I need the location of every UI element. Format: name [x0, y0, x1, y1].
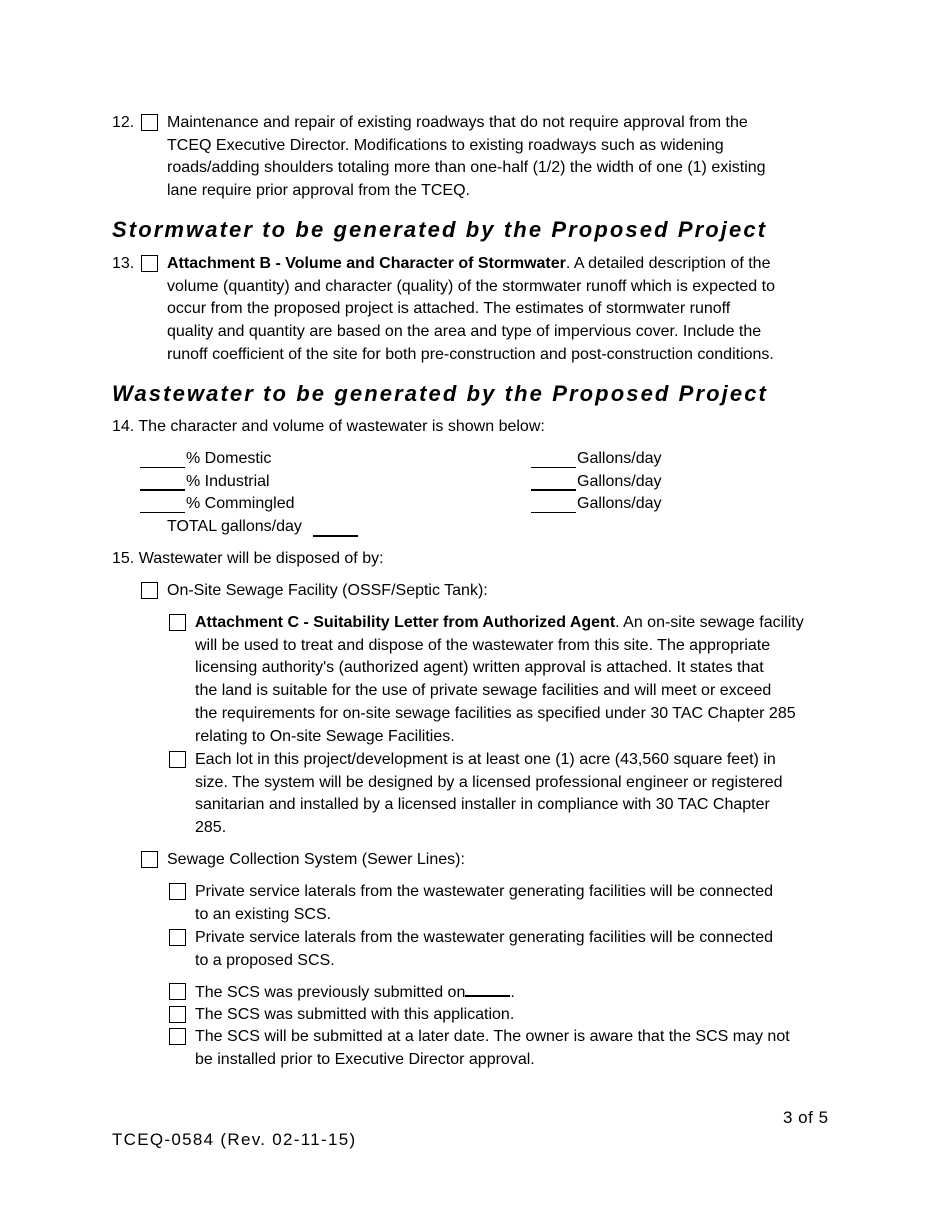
domestic-gallons-blank[interactable]	[531, 467, 576, 468]
lot-size-line: size. The system will be designed by a licensed professional engineer or registered	[195, 773, 783, 791]
item-14-text: 14. The character and volume of wastewater is shown below:	[112, 418, 545, 435]
page-number: 3 of 5	[783, 1108, 829, 1127]
item-13-checkbox[interactable]	[141, 255, 158, 272]
scs-previous-period: .	[510, 984, 515, 1001]
lot-size-line: 285.	[195, 819, 227, 837]
lot-size-line: sanitarian and installed by a licensed installer in compliance with 30 TAC Chapter	[195, 796, 770, 814]
ossf-label: On-Site Sewage Facility (OSSF/Septic Tank):	[167, 582, 488, 599]
domestic-gallons-label: Gallons/day	[577, 450, 662, 467]
scs-previous-text	[195, 981, 515, 1005]
attachment-c-line: relating to On-site Sewage Facilities.	[195, 727, 455, 745]
scs-existing-text	[195, 881, 773, 926]
ossf-checkbox[interactable]	[141, 582, 158, 599]
commingled-label: % Commingled	[186, 495, 295, 512]
lot-size-line: Each lot in this project/development is at least one (1) acre (43,560 square feet) in	[195, 751, 776, 768]
attachment-b-title: Attachment B - Volume and Character of Stormwater	[167, 255, 566, 272]
scs-previous-date-blank[interactable]	[465, 981, 510, 997]
attachment-c-line: will be used to treat and dispose of the wastewater from this site. The appropriate	[195, 636, 771, 654]
commingled-gallons-blank[interactable]	[531, 512, 576, 513]
scs-proposed-text	[195, 927, 773, 972]
item-12-line: lane require prior approval from the TCEQ.	[167, 182, 470, 200]
scs-with-app-checkbox[interactable]	[169, 1006, 186, 1023]
industrial-percent-blank[interactable]	[140, 489, 185, 491]
item-13-first-line: . A detailed description of the	[565, 255, 771, 272]
item-13-line: occur from the proposed project is attached. The estimates of stormwater runoff	[167, 300, 731, 318]
item-13-line: quality and quantity are based on the area and type of impervious cover. Include the	[167, 323, 762, 341]
wastewater-heading: Wastewater to be generated by the Proposed Project	[112, 381, 768, 406]
item-12-line: Maintenance and repair of existing roadways that do not require approval from the	[167, 114, 748, 131]
scs-later-checkbox[interactable]	[169, 1028, 186, 1045]
scs-proposed-line: Private service laterals from the wastewater generating facilities will be connected	[195, 929, 774, 946]
scs-existing-line: to an existing SCS.	[195, 905, 332, 923]
industrial-label: % Industrial	[186, 473, 270, 490]
item-12-line: roads/adding shoulders totaling more than one-half (1/2) the width of one (1) existing	[167, 159, 766, 177]
scs-previous-checkbox[interactable]	[169, 983, 186, 1000]
scs-later-line: The SCS will be submitted at a later date. The owner is aware that the SCS may not	[195, 1028, 790, 1045]
total-gallons-label: TOTAL gallons/day	[167, 518, 302, 535]
industrial-gallons-blank[interactable]	[531, 489, 576, 491]
form-id: TCEQ-0584 (Rev. 02-11-15)	[112, 1130, 357, 1149]
scs-proposed-line: to a proposed SCS.	[195, 951, 335, 969]
lot-size-checkbox[interactable]	[169, 751, 186, 768]
industrial-gallons-label: Gallons/day	[577, 473, 662, 490]
attachment-c-line: the requirements for on-site sewage facilities as specified under 30 TAC Chapter 285	[195, 704, 796, 722]
scs-with-app-text: The SCS was submitted with this application.	[195, 1006, 515, 1023]
commingled-percent-blank[interactable]	[140, 512, 185, 513]
attachment-c-title: Attachment C - Suitability Letter from Authorized Agent	[195, 614, 616, 631]
lot-size-text	[195, 749, 783, 840]
domestic-percent-blank[interactable]	[140, 467, 185, 468]
attachment-c-checkbox[interactable]	[169, 614, 186, 631]
item-12-line: TCEQ Executive Director. Modifications to existing roadways such as widening	[167, 136, 724, 154]
attachment-c-line: licensing authority's (authorized agent) written approval is attached. It states that	[195, 659, 764, 677]
attachment-c-first-line: . An on-site sewage facility	[615, 614, 804, 631]
item-13-line: volume (quantity) and character (quality) of the stormwater runoff which is expected to	[167, 277, 775, 295]
scs-previous-label: The SCS was previously submitted on	[195, 984, 466, 1001]
item-13-line: runoff coefficient of the site for both pre-construction and post-construction conditions.	[167, 345, 774, 363]
total-gallons-blank[interactable]	[313, 535, 358, 537]
scs-later-line: be installed prior to Executive Director approval.	[195, 1050, 535, 1068]
scs-proposed-checkbox[interactable]	[169, 929, 186, 946]
stormwater-heading: Stormwater to be generated by the Proposed Project	[112, 217, 768, 242]
scs-checkbox[interactable]	[141, 851, 158, 868]
scs-existing-checkbox[interactable]	[169, 883, 186, 900]
item-12-number: 12.	[112, 114, 135, 131]
attachment-c-line: the land is suitable for the use of private sewage facilities and will meet or exceed	[195, 682, 772, 700]
commingled-gallons-label: Gallons/day	[577, 495, 662, 512]
item-12-text	[167, 112, 766, 203]
item-15-text: 15. Wastewater will be disposed of by:	[112, 550, 384, 567]
attachment-c-text	[195, 612, 804, 748]
domestic-label: % Domestic	[186, 450, 272, 467]
item-13-number: 13.	[112, 255, 135, 272]
item-13-text	[167, 253, 775, 367]
scs-later-text	[195, 1026, 790, 1071]
scs-existing-line: Private service laterals from the wastewater generating facilities will be connected	[195, 883, 774, 900]
scs-label: Sewage Collection System (Sewer Lines):	[167, 851, 465, 868]
item-12-checkbox[interactable]	[141, 114, 158, 131]
